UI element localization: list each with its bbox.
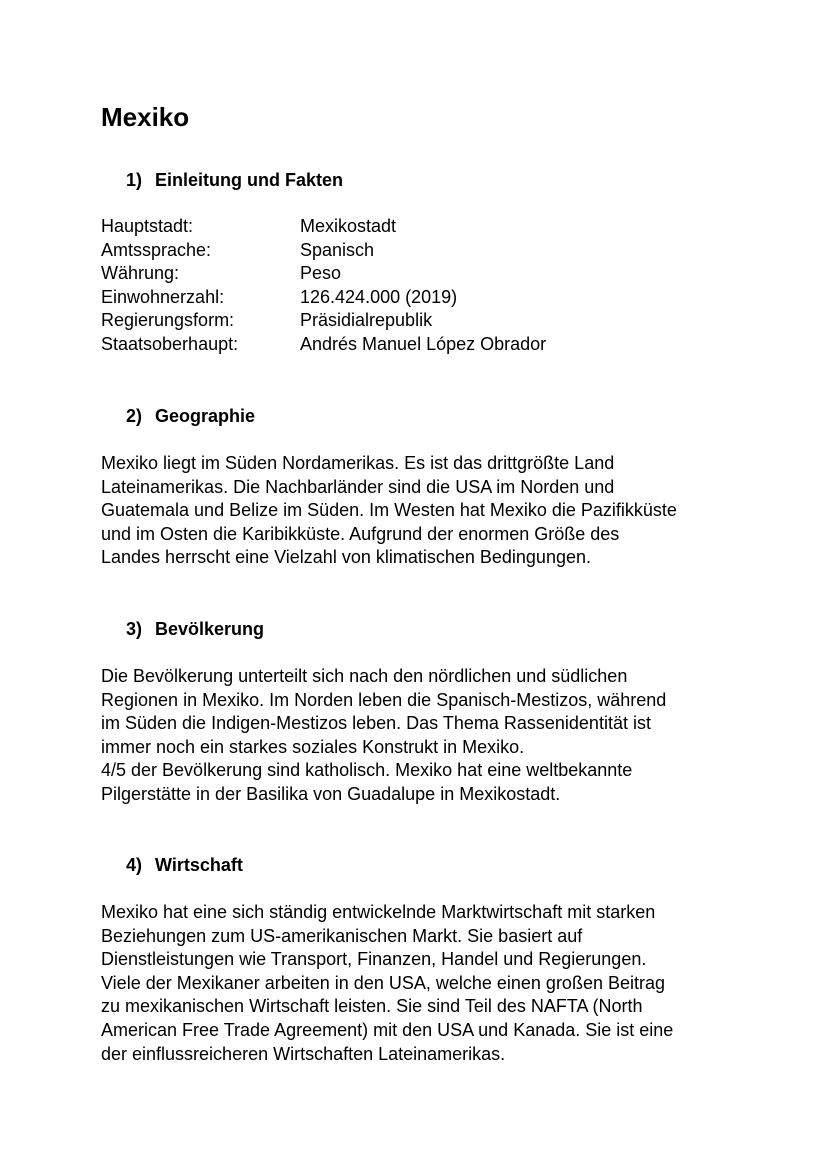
facts-table [101,215,751,357]
section-title: Wirtschaft [155,855,243,875]
paragraph-line: Mexiko hat eine sich ständig entwickelnde Marktwirtschaft mit starken [101,902,656,922]
fact-row [101,286,751,310]
fact-value: Andrés Manuel López Obrador [300,333,547,354]
fact-row [101,215,751,239]
paragraph-line: Dienstleistungen wie Transport, Finanzen, Handel und Regierungen. [101,949,647,970]
fact-value: Spanisch [300,239,375,260]
paragraph-line: Beziehungen zum US-amerikanischen Markt. Sie basiert auf [101,925,583,946]
paragraph-line: Regionen in Mexiko. Im Norden leben die Spanisch-Mestizos, während [101,689,667,710]
fact-label: Währung: [101,263,180,284]
fact-label: Staatsoberhaupt: [101,333,239,354]
section-number: 2) [126,406,143,426]
fact-value: 126.424.000 (2019) [300,286,458,307]
paragraph-line: American Free Trade Agreement) mit den USA und Kanada. Sie ist eine [101,1019,674,1040]
paragraph-line: immer noch ein starkes soziales Konstrukt in Mexiko. [101,736,525,757]
section-number: 3) [126,619,143,639]
paragraph-line: zu mexikanischen Wirtschaft leisten. Sie sind Teil des NAFTA (North [101,996,643,1017]
fact-row [101,333,751,357]
section-title: Geographie [155,406,256,426]
paragraph-line: 4/5 der Bevölkerung sind katholisch. Mexiko hat eine weltbekannte [101,760,633,781]
paragraph-line: Die Bevölkerung unterteilt sich nach den nördlichen und südlichen [101,666,628,686]
paragraph-line: Landes herrscht eine Vielzahl von klimatischen Bedingungen. [101,547,591,568]
fact-label: Hauptstadt: [101,216,194,236]
section-heading-bevoelkerung [126,617,264,641]
paragraph-line: im Süden die Indigen-Mestizos leben. Das Thema Rassenidentität ist [101,713,651,734]
fact-row [101,309,751,333]
fact-value: Peso [300,263,342,284]
fact-label: Einwohnerzahl: [101,286,225,307]
section-number: 1) [126,170,143,190]
paragraph-line: Lateinamerikas. Die Nachbarländer sind die USA im Norden und [101,476,615,497]
section-number: 4) [126,855,143,875]
fact-value: Präsidialrepublik [300,310,433,331]
paragraph-line: Pilgerstätte in der Basilika von Guadalupe in Mexikostadt. [101,783,561,804]
fact-label: Regierungsform: [101,310,235,331]
paragraph-line: Guatemala und Belize im Süden. Im Westen hat Mexiko die Pazifikküste [101,500,677,521]
section-title: Bevölkerung [155,619,265,639]
section-heading-wirtschaft [126,853,243,877]
document-title: Mexiko [101,102,190,132]
fact-label: Amtssprache: [101,239,212,260]
fact-row [101,262,751,286]
paragraph-line: und im Osten die Karibikküste. Aufgrund der enormen Größe des [101,523,620,544]
paragraph-line: der einflussreicheren Wirtschaften Lateinamerikas. [101,1043,506,1064]
section-heading-geographie [126,404,255,428]
paragraph-wirtschaft [101,901,741,1066]
section-title: Einleitung und Fakten [155,170,344,190]
section-heading-einleitung [126,168,343,192]
paragraph-bevoelkerung [101,665,741,807]
paragraph-line: Mexiko liegt im Süden Nordamerikas. Es ist das drittgrößte Land [101,453,615,473]
paragraph-line: Viele der Mexikaner arbeiten in den USA, welche einen großen Beitrag [101,972,665,993]
fact-row [101,239,751,263]
fact-value: Mexikostadt [300,216,397,236]
paragraph-geographie [101,452,741,570]
